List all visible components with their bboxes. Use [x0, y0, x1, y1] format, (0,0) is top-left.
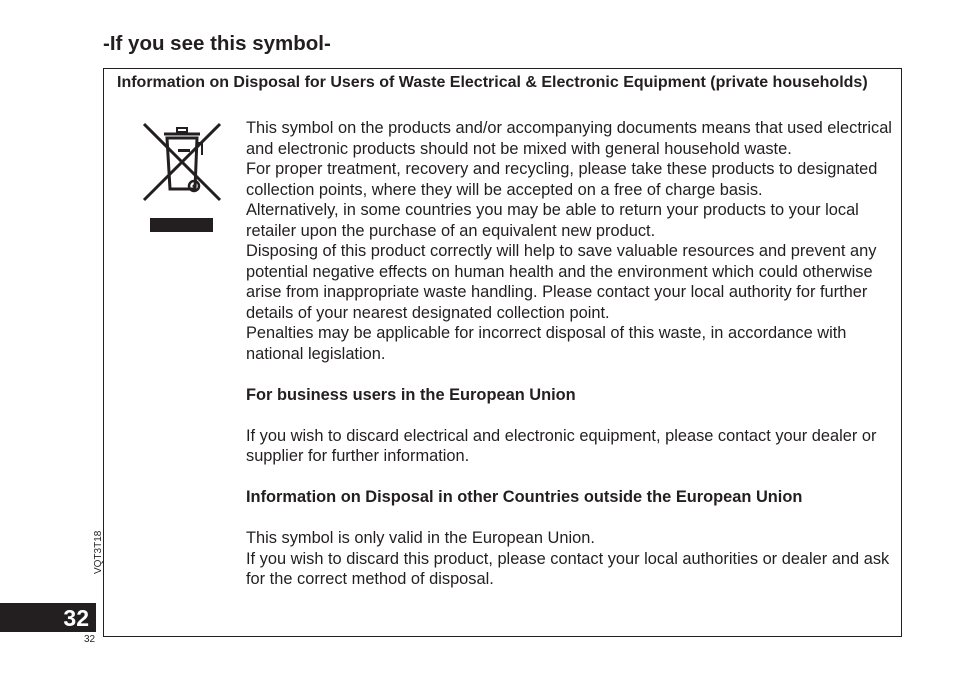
paragraph: If you wish to discard electrical and electronic equipment, please contact your dealer or supplier for further information.: [246, 426, 877, 465]
paragraph: Penalties may be applicable for incorrect disposal of this waste, in accordance with national legislation.: [246, 324, 847, 363]
box-title: Information on Disposal for Users of Waste Electrical & Electronic Equipment (private households): [117, 74, 868, 91]
page-number-tab: [0, 603, 96, 632]
paragraph: Alternatively, in some countries you may be able to return your products to your local retailer upon the purchase of an equivalent new product.: [246, 201, 859, 240]
paragraph: Disposing of this product correctly will help to save valuable resources and prevent any potential negative effects on human health and the environment which could otherwise arise from inappropriate waste handling. Please contact your local authority for further details of your nearest designated collection point.: [246, 242, 877, 322]
paragraph: If you wish to discard this product, please contact your local authorities or dealer and ask for the correct method of disposal.: [246, 549, 890, 588]
other-countries-heading: Information on Disposal in other Countries outside the European Union: [246, 488, 803, 506]
weee-disposal-box: [103, 68, 902, 637]
spacer: [246, 364, 896, 385]
spacer: [246, 467, 896, 488]
document-code: VQT3T18: [93, 530, 104, 574]
page-heading: -If you see this symbol-: [103, 32, 331, 55]
page-number-footer: 32: [84, 634, 96, 645]
business-heading: For business users in the European Union: [246, 385, 576, 404]
paragraph: This symbol on the products and/or accompanying documents means that used electrical and electronic products should not be mixed with general household waste.: [246, 119, 892, 158]
disposal-text: [246, 118, 896, 590]
paragraph: For proper treatment, recovery and recycling, please take these products to designated collection points, where they will be accepted on a free of charge basis.: [246, 160, 878, 199]
crossed-out-wheeled-bin-icon: [142, 121, 222, 235]
paragraph: This symbol is only valid in the European Union.: [246, 529, 595, 547]
spacer: [246, 508, 896, 529]
page-number: 32: [63, 605, 89, 631]
spacer: [246, 405, 896, 426]
